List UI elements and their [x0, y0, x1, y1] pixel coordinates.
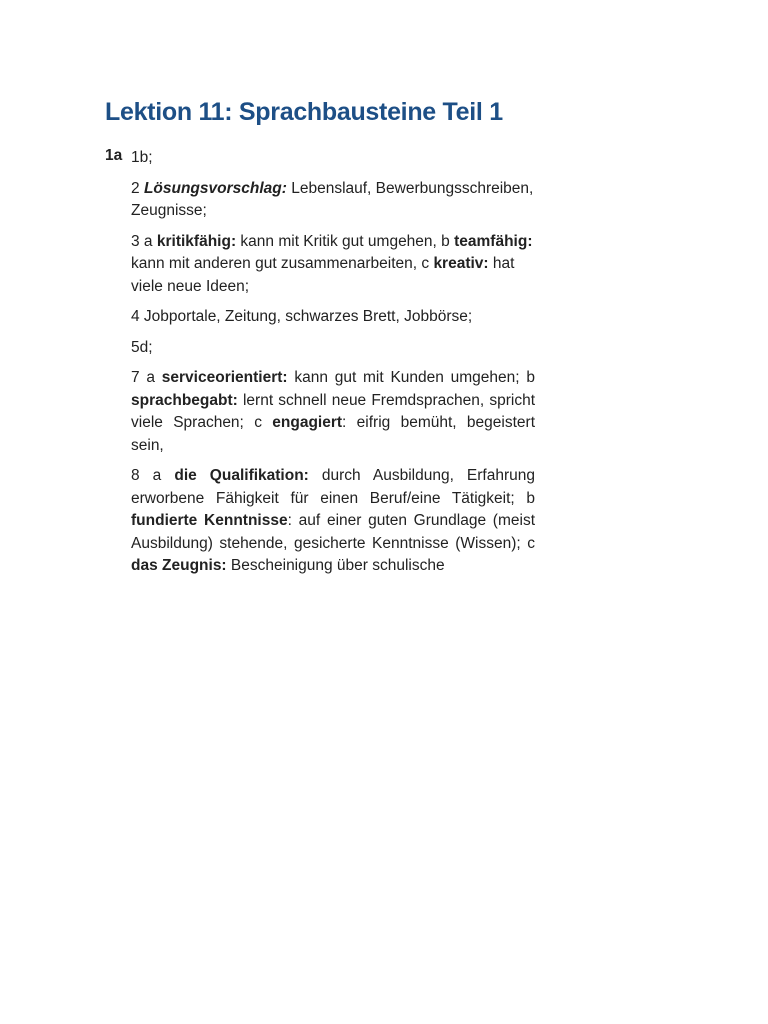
answer-7a-term: serviceorientiert: — [161, 369, 288, 386]
answer-8b-definition: : auf einer guten Grundlage (meist Ausbildung) stehende, gesicherte Kenntnisse (Wissen); — [131, 512, 536, 552]
answer-3b-marker: b — [441, 232, 450, 250]
answer-3a-definition: kann mit Kritik gut umgehen, — [240, 232, 437, 250]
answer-8c-term: das Zeugnis: — [131, 557, 227, 574]
answer-4: 4 Jobportale, Zeitung, schwarzes Brett, Jobbörse; — [131, 308, 473, 325]
answer-8c-marker: c — [527, 534, 535, 552]
answer-3c-term: kreativ: — [433, 255, 489, 272]
answer-3a-marker: 3 a — [131, 232, 153, 250]
answer-8a-term: die Qualifikation: — [174, 467, 309, 484]
answer-5: 5d; — [131, 338, 153, 356]
answer-3c-marker: c — [421, 255, 430, 272]
answer-1b: 1b; — [131, 149, 153, 166]
answer-7c-term: engagiert — [272, 414, 343, 431]
answer-3b-definition: kann mit anderen gut zusammenarbeiten, — [131, 255, 418, 272]
answer-7b-marker: b — [526, 369, 535, 386]
answer-8c-definition: Bescheinigung über schulische — [230, 557, 445, 574]
answer-2 — [131, 178, 535, 223]
answer-7c-marker: c — [254, 414, 262, 431]
page-title: Lektion 11: Sprachbausteine Teil 1 — [105, 98, 503, 126]
answer-7a-marker: 7 a — [131, 369, 156, 386]
answer-2-text: Lebenslauf, Bewerbungsschreiben, Zeugnisse; — [131, 179, 534, 219]
answer-7b-term: sprachbegabt: — [131, 391, 238, 409]
answer-8b-marker: b — [526, 489, 535, 507]
answer-3a-term: kritikfähig: — [156, 232, 237, 250]
answer-7a-definition: kann gut mit Kunden umgehen; — [294, 369, 520, 386]
answer-8 — [131, 465, 535, 578]
answer-8b-term: fundierte Kenntnisse — [131, 512, 288, 529]
answer-2-label: Lösungsvorschlag: — [143, 179, 287, 197]
answer-7c-definition: : eifrig bemüht, begeistert sein, — [131, 414, 535, 454]
answer-2-number: 2 — [131, 179, 140, 197]
answer-8a-marker: 8 a — [131, 467, 162, 484]
answer-3b-term: teamfähig: — [454, 232, 533, 250]
answer-3c-definition: hat viele neue Ideen; — [131, 255, 515, 295]
answer-7b-definition: lernt schnell neue Fremdsprachen, spricht viele Sprachen; — [131, 391, 535, 431]
answer-8a-definition: durch Ausbildung, Erfahrung erworbene Fähigkeit für einen Beruf/eine Tätigkeit; — [131, 467, 536, 507]
answer-3 — [131, 231, 535, 299]
answer-7 — [131, 367, 535, 457]
exercise-number: 1a — [105, 147, 123, 164]
answer-list — [131, 147, 535, 586]
